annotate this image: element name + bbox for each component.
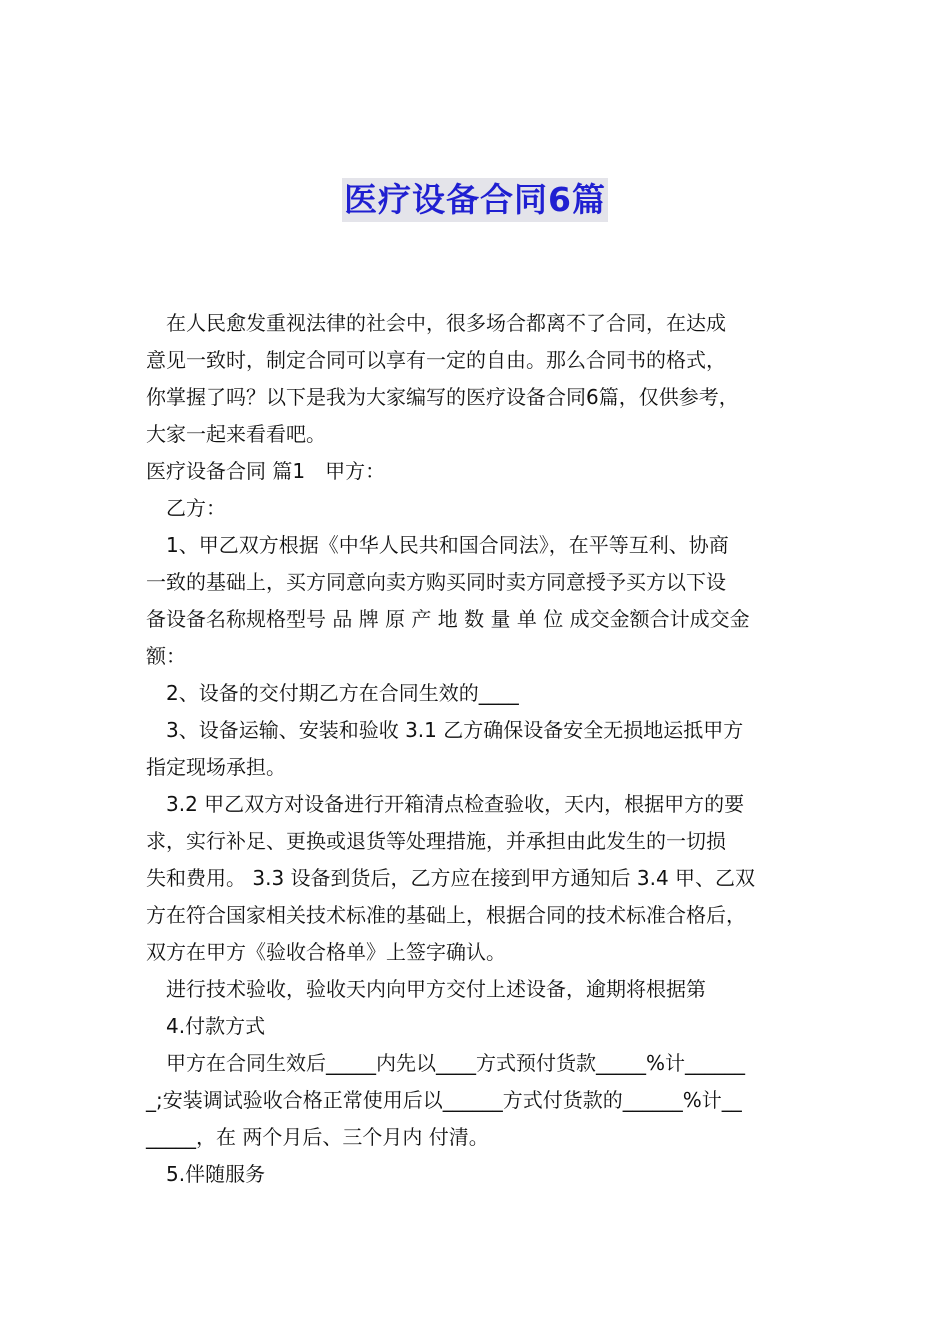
section-heading: 医疗设备合同 篇1 甲方：: [146, 459, 386, 483]
document-body: [146, 305, 818, 1193]
title-container: [0, 178, 950, 222]
paragraph-line: 方在符合国家相关技术标准的基础上，根据合同的技术标准合格后，: [146, 903, 746, 927]
paragraph-line: 2、设备的交付期乙方在合同生效的____: [166, 681, 519, 705]
paragraph-line: 一致的基础上，买方同意向卖方购买同时卖方同意授予买方以下设: [146, 570, 726, 594]
paragraph-line: _____，在 两个月后、三个月内 付清。: [146, 1125, 489, 1149]
paragraph-line: 进行技术验收，验收天内向甲方交付上述设备，逾期将根据第: [166, 977, 706, 1001]
paragraph-line: 在人民愈发重视法律的社会中，很多场合都离不了合同，在达成: [166, 311, 726, 335]
paragraph-line: 你掌握了吗？以下是我为大家编写的医疗设备合同6篇，仅供参考，: [146, 385, 739, 409]
paragraph-line: 1、甲乙双方根据《中华人民共和国合同法》，在平等互利、协商: [166, 533, 729, 557]
paragraph-line: _;安装调试验收合格正常使用后以______方式付货款的______%计__: [146, 1088, 742, 1112]
paragraph-line: 额：: [146, 644, 186, 668]
paragraph-line: 失和费用。 3.3 设备到货后，乙方应在接到甲方通知后 3.4 甲、乙双: [146, 866, 756, 890]
paragraph-line: 意见一致时，制定合同可以享有一定的自由。那么合同书的格式，: [146, 348, 726, 372]
section-heading: 4.付款方式: [166, 1014, 266, 1038]
paragraph-line: 乙方：: [166, 496, 226, 520]
paragraph-line: 3、设备运输、安装和验收 3.1 乙方确保设备安全无损地运抵甲方: [166, 718, 744, 742]
document-title: 医疗设备合同6篇: [342, 178, 608, 222]
paragraph-line: 备设备名称规格型号 品 牌 原 产 地 数 量 单 位 成交金额合计成交金: [146, 607, 750, 631]
paragraph-line: 甲方在合同生效后_____内先以____方式预付货款_____%计______: [166, 1051, 746, 1075]
paragraph-line: 大家一起来看看吧。: [146, 422, 326, 446]
paragraph-line: 双方在甲方《验收合格单》上签字确认。: [146, 940, 506, 964]
paragraph-line: 求，实行补足、更换或退货等处理措施，并承担由此发生的一切损: [146, 829, 726, 853]
paragraph-line: 3.2 甲乙双方对设备进行开箱清点检查验收，天内，根据甲方的要: [166, 792, 745, 816]
paragraph-line: 指定现场承担。: [146, 755, 286, 779]
section-heading: 5.伴随服务: [166, 1162, 266, 1186]
